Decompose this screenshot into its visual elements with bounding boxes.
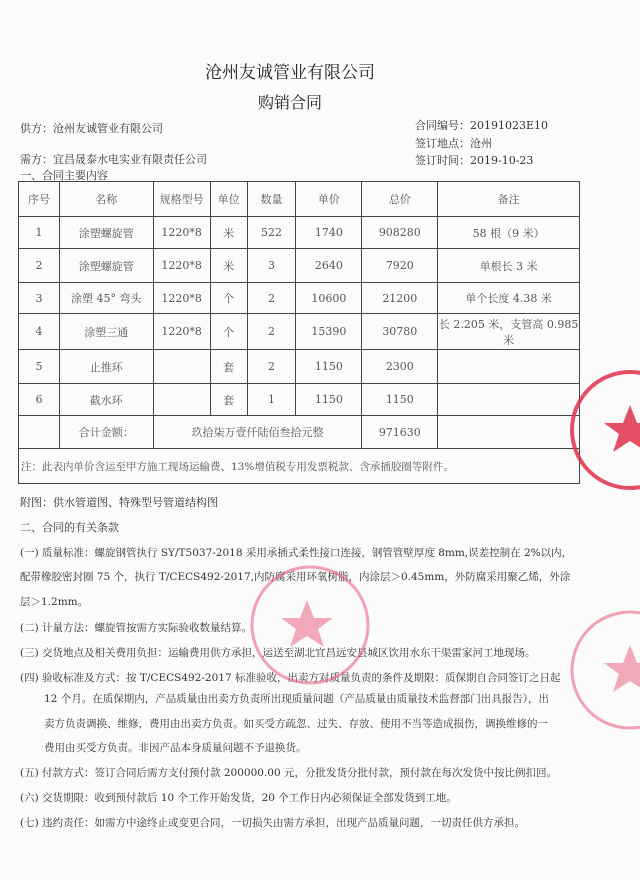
clause-line: (六) 交货期限：收到预付款后 10 个工作开始发货，20 个工作日内必须保证全部发货到工地。 <box>20 792 457 804</box>
signing-place: 签订地点：沧州 <box>415 137 492 150</box>
table-cell: 2 <box>247 314 296 350</box>
table-cell: 套 <box>210 384 247 416</box>
supplier-stamp <box>245 560 375 690</box>
header-cell: 单价 <box>296 182 362 217</box>
header-cell: 总价 <box>362 182 438 217</box>
table-cell: 米 <box>210 249 247 283</box>
table-cell: 1220*8 <box>153 283 210 314</box>
clause-line: (七) 违约责任：如需方中途终止或变更合同，一切损失由需方承担，出现产品质量问题，一切责任供方承担。 <box>20 817 526 829</box>
header-cell: 规格型号 <box>153 182 210 217</box>
table-row <box>19 384 580 416</box>
table-cell: 15390 <box>296 314 362 350</box>
section-1-heading: 一、合同主要内容 <box>20 169 108 182</box>
table-cell: 5 <box>19 350 60 384</box>
table-cell: 单根长 3 米 <box>438 249 580 283</box>
table-row <box>19 350 580 384</box>
table-cell: 截水环 <box>59 384 153 416</box>
table-row <box>19 314 580 350</box>
table-cell: 58 根（9 米） <box>438 217 580 249</box>
table-cell: 2640 <box>296 249 362 283</box>
table-cell: 3 <box>19 283 60 314</box>
table-row <box>19 283 580 314</box>
contract-number: 合同编号：20191023E10 <box>415 119 549 132</box>
table-cell: 个 <box>210 314 247 350</box>
table-cell: 涂塑 45° 弯头 <box>59 283 153 314</box>
table-header-row <box>19 182 580 217</box>
clause-line: 配带橡胶密封圈 75 个，执行 T/CECS492-2017,内防腐采用环氧树脂，内涂层＞0.45mm，外防腐采用聚乙烯，外涂 <box>20 571 571 583</box>
clause-line: (四) 验收标准及方式：按 T/CECS492-2017 标准验收，出卖方对质量负责的条件及期限：质保期自合同签订之日起 <box>20 672 561 684</box>
header-cell: 序号 <box>19 182 60 217</box>
table-cell: 1 <box>247 384 296 416</box>
table-cell: 1220*8 <box>153 314 210 350</box>
table-cell <box>153 384 210 416</box>
table-cell: 涂塑螺旋管 <box>59 249 153 283</box>
attachment-note: 附图：供水管道图、特殊型号管道结构图 <box>20 496 218 509</box>
table-cell: 908280 <box>362 217 438 249</box>
clause-line: 层＞1.2mm。 <box>20 596 89 608</box>
header-cell: 数量 <box>247 182 296 217</box>
table-cell: 4 <box>19 314 60 350</box>
table-cell: 2 <box>19 249 60 283</box>
header-cell: 单位 <box>210 182 247 217</box>
table-cell: 30780 <box>362 314 438 350</box>
table-cell: 2 <box>247 350 296 384</box>
table-cell <box>438 384 580 416</box>
items-table <box>18 181 580 484</box>
table-cell: 522 <box>247 217 296 249</box>
table-cell: 米 <box>210 217 247 249</box>
buyer-stamp <box>560 360 640 510</box>
company-title: 沧州友诚管业有限公司 <box>205 63 375 83</box>
table-cell <box>153 350 210 384</box>
note-row <box>19 449 580 484</box>
table-cell: 2300 <box>362 350 438 384</box>
table-cell: 1150 <box>362 384 438 416</box>
table-cell <box>438 350 580 384</box>
supplier: 供方：沧州友诚管业有限公司 <box>20 122 163 135</box>
total-row <box>19 416 580 449</box>
table-row <box>19 217 580 249</box>
clause-line: (五) 付款方式：签订合同后需方支付预付款 200000.00 元，分批发货分批付款，预付款在每次发货中按比例扣回。 <box>20 767 557 779</box>
table-cell: 1220*8 <box>153 249 210 283</box>
total-in-words: 玖拾柒万壹仟陆佰叁拾元整 <box>153 416 362 449</box>
section-2-heading: 二、合同的有关条款 <box>20 521 119 534</box>
table-cell: 1 <box>19 217 60 249</box>
clause-line: (一) 质量标准：螺旋钢管执行 SY/T5037-2018 采用承插式柔性接口连接，钢管管壁厚度 8mm,误差控制在 2%以内， <box>20 547 573 559</box>
table-cell: 21200 <box>362 283 438 314</box>
table-cell: 单个长度 4.38 米 <box>438 283 580 314</box>
table-cell: 1220*8 <box>153 217 210 249</box>
table-cell: 10600 <box>296 283 362 314</box>
table-cell: 1740 <box>296 217 362 249</box>
clause-line: (二) 计量方法：螺旋管按需方实际验收数量结算。 <box>20 622 253 634</box>
table-cell: 2 <box>247 283 296 314</box>
table-cell: 1150 <box>296 350 362 384</box>
buyer: 需方：宜昌晟泰水电实业有限责任公司 <box>20 153 207 166</box>
clause-line: 费用由买受方负责。非因产品本身质量问题不予退换货。 <box>44 742 307 754</box>
total-value: 971630 <box>362 416 438 449</box>
table-cell: 个 <box>210 283 247 314</box>
table-cell: 3 <box>247 249 296 283</box>
clause-line: (三) 交货地点及相关费用负担：运输费用供方承担，运送至湖北宜昌远安县城区饮用水东干渠雷家河工地现场。 <box>20 647 536 659</box>
table-cell: 1150 <box>296 384 362 416</box>
total-label: 合计金额： <box>59 416 153 449</box>
supplier-stamp-2 <box>555 605 640 735</box>
header-cell: 名称 <box>59 182 153 217</box>
table-cell: 7920 <box>362 249 438 283</box>
table-row <box>19 249 580 283</box>
table-cell: 长 2.205 米，支管高 0.985 米 <box>438 314 580 350</box>
header-cell: 备注 <box>438 182 580 217</box>
clause-line: 卖方负责调换、维修，费用由出卖方负责。如买受方疏忽、过失、存放、使用不当等造成损伤，调换维修的一 <box>44 718 548 730</box>
table-cell: 套 <box>210 350 247 384</box>
table-note: 注：此表内单价含运至甲方施工现场运输费、13%增值税专用发票税款、含承插胶圈等附件。 <box>19 449 580 484</box>
signing-date: 签订时间：2019-10-23 <box>415 154 534 167</box>
table-cell: 止推环 <box>59 350 153 384</box>
table-cell: 涂塑三通 <box>59 314 153 350</box>
clause-line: 12 个月。在质保期内，产品质量由出卖方负责所出现质量问题（产品质量由质量技术监督部门出具报告），出 <box>44 693 549 705</box>
document-title: 购销合同 <box>257 93 322 112</box>
table-cell: 涂塑螺旋管 <box>59 217 153 249</box>
table-cell: 6 <box>19 384 60 416</box>
